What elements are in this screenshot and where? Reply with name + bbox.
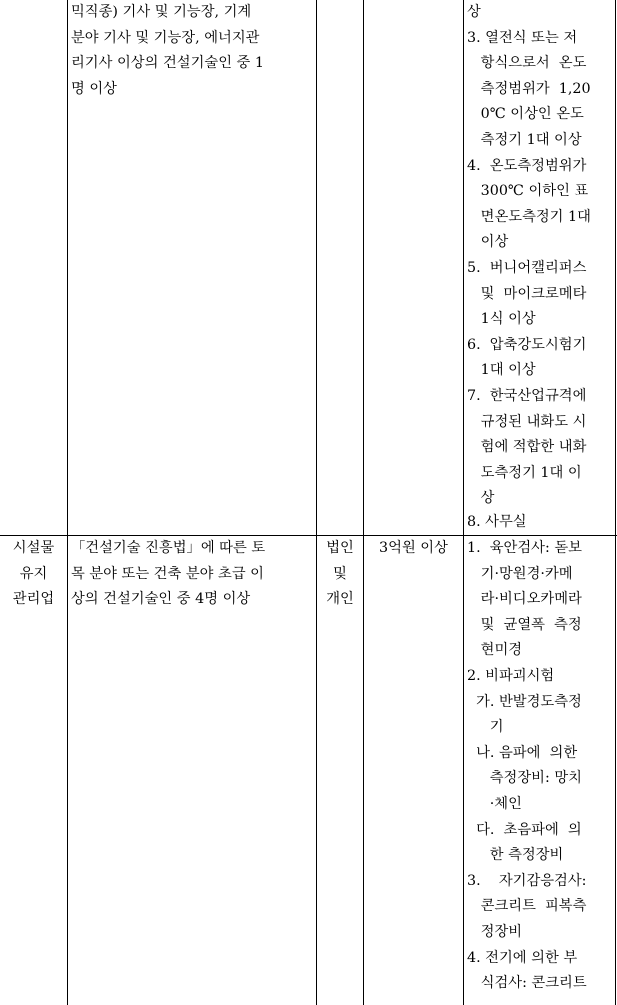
text-line: 측정장비: 망치 — [467, 770, 582, 787]
text-line: 면온도측정기 1대 — [467, 208, 591, 225]
column-divider — [363, 0, 364, 1005]
text-line: 및 마이크로메타 — [467, 285, 587, 302]
text-line: 측정기 1대 이상 — [467, 132, 582, 148]
text-line: 도측정기 1대 이 — [467, 464, 582, 481]
text-line: 개인 — [326, 591, 354, 608]
text-line: 및 — [333, 565, 347, 582]
text-line: 1식 이상 — [467, 311, 536, 328]
text-line: 항식으로서 온도 — [467, 55, 587, 72]
text-line: 가. 반발경도측정 — [467, 693, 582, 710]
text-line: 2. 비파괴시험 — [467, 668, 555, 684]
text-line: 험에 적합한 내화 — [467, 439, 587, 456]
text-line: 5. 버니어캘리퍼스 — [467, 260, 587, 276]
text-line: 콘크리트 피복측 — [467, 898, 587, 915]
text-line: 4. 온도측정범위가 — [467, 157, 587, 174]
text-line: 시설물 — [12, 540, 55, 556]
text-line: 1대 이상 — [467, 362, 536, 379]
text-line: 나. 음파에 의한 — [467, 744, 578, 761]
text-line: 기·망원경·카메 — [467, 565, 573, 582]
text-line: 0℃ 이상인 온도 — [467, 106, 584, 123]
text-line: 4. 전기에 의한 부 — [467, 949, 578, 966]
text-line: 상 — [467, 490, 495, 507]
capital-value: 3억원 이상 — [379, 540, 448, 556]
text-line: 8. 사무실 — [467, 514, 527, 530]
text-line: 정장비 — [467, 924, 523, 940]
column-divider — [67, 0, 68, 1005]
text-line: 유지 — [19, 565, 48, 582]
text-line: 법인 — [326, 540, 354, 556]
text-line: 3. 열전식 또는 저 — [467, 29, 578, 46]
text-line: 목 분야 또는 건축 분야 초급 이 — [71, 565, 264, 582]
text-line: 규정된 내화도 시 — [467, 413, 587, 430]
text-line: 상의 건설기술인 중 4명 이상 — [71, 591, 251, 608]
text-line: 6. 압축강도시험기 — [467, 336, 587, 353]
text-line: 7. 한국산업규격에 — [467, 388, 587, 404]
text-line: 이상 — [467, 234, 509, 251]
text-line: 분야 기사 및 기능장, 에너지관 — [71, 29, 260, 46]
text-line: 3. 자기감응검사: — [467, 872, 587, 889]
text-line: 관리업 — [12, 591, 55, 608]
column-divider — [615, 0, 616, 1005]
text-line: 한 측정장비 — [467, 847, 564, 864]
column-divider — [316, 0, 317, 1005]
text-line: ·체인 — [467, 796, 522, 812]
text-line: 다. 초음파에 의 — [467, 821, 582, 838]
column-divider — [463, 0, 464, 1005]
text-line: 상 — [467, 4, 481, 20]
text-line: 라·비디오카메라 — [467, 591, 582, 608]
text-line: 리기사 이상의 건설기술인 중 1 — [71, 55, 265, 72]
text-line: 기 — [467, 719, 504, 736]
text-line: 및 균열폭 측정 — [467, 616, 582, 633]
text-line: 명 이상 — [71, 80, 117, 97]
text-line: 「건설기술 진흥법」에 따른 토 — [71, 540, 266, 556]
text-line: 300℃ 이하인 표 — [467, 183, 589, 200]
text-line: 믹직종) 기사 및 기능장, 기계 — [71, 4, 252, 20]
text-line: 1. 육안검사: 돋보 — [467, 540, 582, 556]
text-line: 측정범위가 1,20 — [467, 80, 591, 97]
text-line: 현미경 — [467, 642, 523, 659]
text-line: 식검사: 콘크리트 — [467, 975, 587, 992]
